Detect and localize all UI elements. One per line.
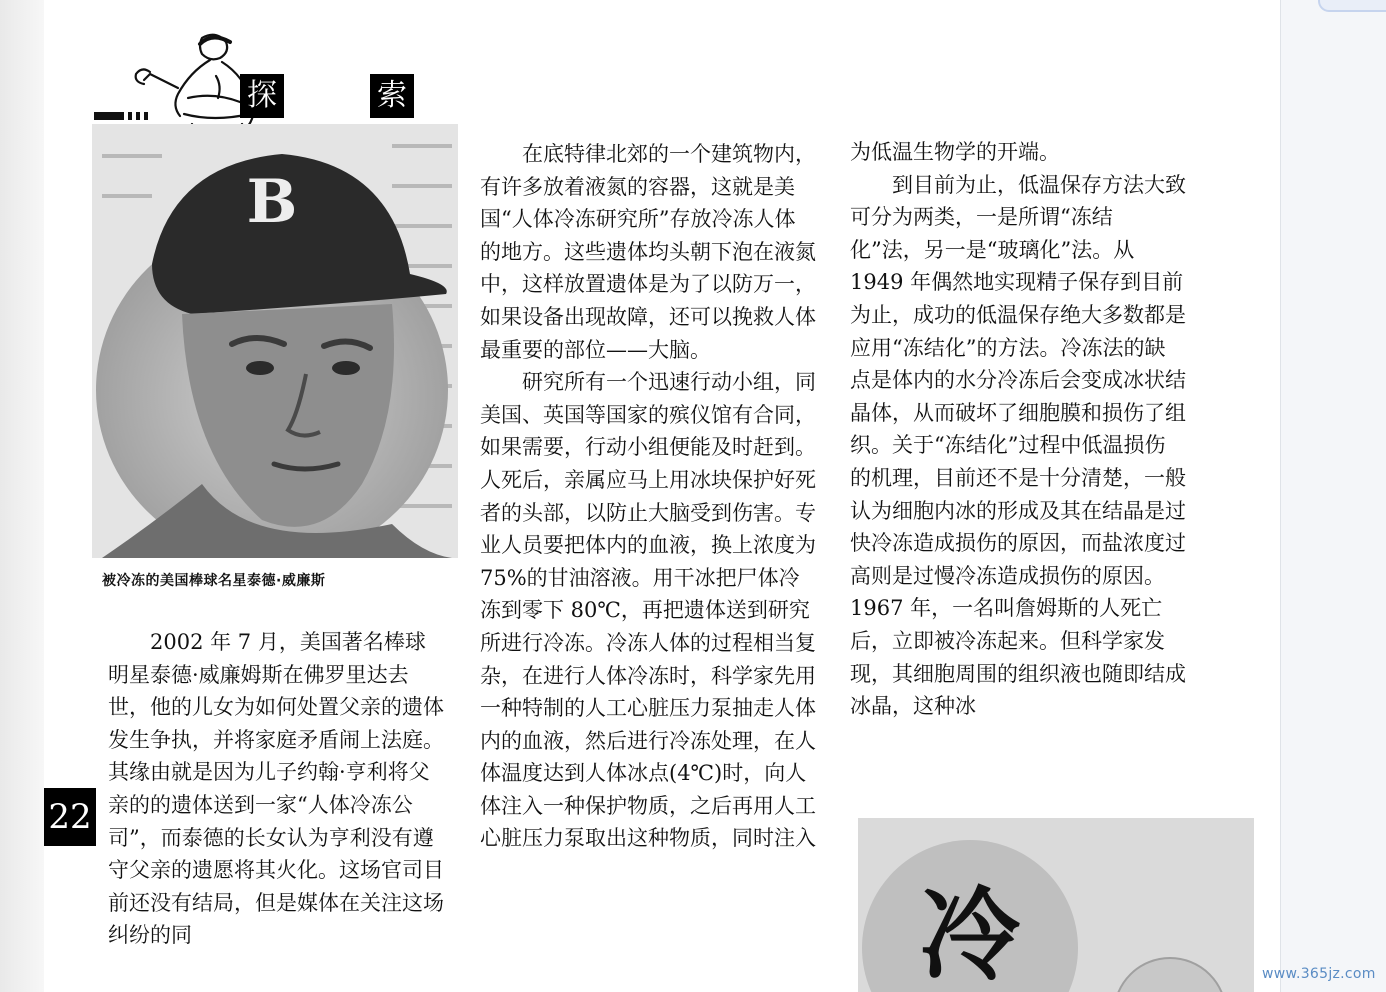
magazine-page xyxy=(44,0,1280,992)
article-column-3 xyxy=(850,136,1186,723)
cold-character-figure xyxy=(858,818,1254,992)
paragraph: 2002 年 7 月，美国著名棒球明星泰德·威廉姆斯在佛罗里达去世，他的儿女为如何处置父亲的遗体发生争执，并将家庭矛盾闹上法庭。其缘由就是因为儿子约翰·亨利将父亲的的遗体送到一家“人体冷冻公司”，而泰德的长女认为亨利没有遵守父亲的遗愿将其火化。这场官司目前还没有结局，但是媒体在关注这场纠纷的同 xyxy=(108,630,444,948)
photo-caption: 被冷冻的美国棒球名星泰德·威廉斯 xyxy=(102,573,326,589)
portrait-illustration xyxy=(92,124,458,558)
right-margin xyxy=(1280,0,1386,992)
section-label-1: 探 xyxy=(240,74,284,118)
paragraph: 研究所有一个迅速行动小组，同美国、英国等国家的殡仪馆有合同，如果需要，行动小组便能及时赶到。人死后，亲属应马上用冰块保护好死者的头部，以防止大脑受到伤害。专业人员要把体内的血液，换上浓度为 75%的甘油溶液。用干冰把尸体冷冻到零下 80℃，再把遗体送到研究所进行冷冻。冷冻人体的过程相当复杂，在进行人体冷冻时，科学家先用一种特制的人工心脏压力泵抽走人体内的血液，然后进行冷冻处理，在人体温度达到人体冰点(4℃)时，向人体注入一种保护物质，之后再用人工心脏压力泵取出这种物质，同时注入 xyxy=(480,370,816,851)
article-column-1 xyxy=(108,626,444,952)
left-margin xyxy=(0,0,44,992)
article-column-2 xyxy=(480,138,816,855)
scroll-indicator[interactable] xyxy=(1318,0,1386,12)
paragraph: 在底特律北郊的一个建筑物内，有许多放着液氮的容器，这就是美国“人体冷冻研究所”存放冷冻人体的地方。这些遗体均头朝下泡在液氮中，这样放置遗体是为了以防万一，如果设备出现故障，还可以挽救人体最重要的部位——大脑。 xyxy=(480,142,816,362)
page-number: 22 xyxy=(44,788,96,846)
cold-character: 冷 xyxy=(920,876,1020,992)
section-label-2: 索 xyxy=(370,74,414,118)
cap-letter: B xyxy=(246,167,298,237)
paragraph: 为低温生物学的开端。 xyxy=(850,140,1060,164)
frost-circles-illustration xyxy=(858,818,1254,992)
paragraph: 到目前为止，低温保存方法大致可分为两类，一是所谓“冻结化”法，另一是“玻璃化”法。从 1949 年偶然地实现精子保存到目前为止，成功的低温保存绝大多数都是应用“冻结化”的方法。冷冻法的缺点是体内的水分冷冻后会变成冰状结晶体，从而破坏了细胞膜和损伤了组织。关于“冻结化”过程中低温损伤的机理，目前还不是十分清楚，一般认为细胞内冰的形成及其在结晶是过快冷冻造成损伤的原因，而盐浓度过高则是过慢冷冻造成损伤的原因。1967 年，一名叫詹姆斯的人死亡后，立即被冷冻起来。但科学家发现，其细胞周围的组织液也随即结成冰晶，这种冰 xyxy=(850,172,1186,719)
ted-williams-photo xyxy=(92,124,458,558)
site-watermark: www.365jz.com xyxy=(1262,966,1376,982)
